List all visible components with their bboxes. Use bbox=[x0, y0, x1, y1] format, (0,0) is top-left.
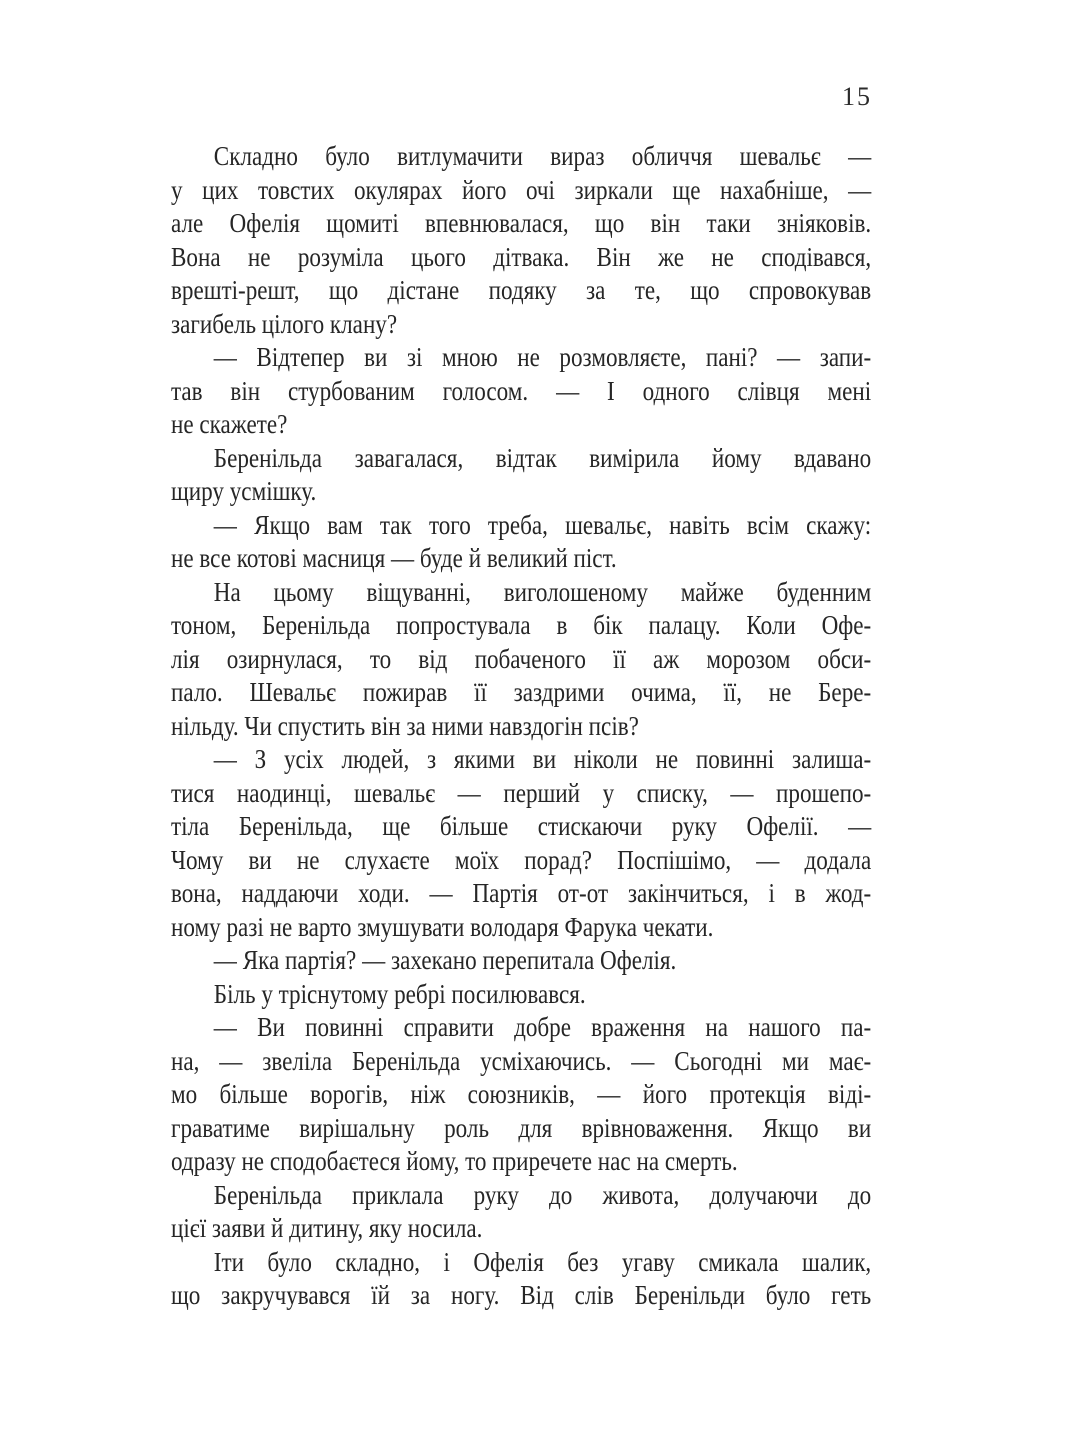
text-line: щиру усмішку. bbox=[171, 476, 317, 506]
paragraph bbox=[171, 743, 871, 944]
paragraph bbox=[171, 978, 871, 1012]
page-number: 15 bbox=[842, 82, 872, 111]
text-line: Іти було складно, і Офелія без угаву смикала шалик, bbox=[213, 1246, 872, 1277]
paragraph bbox=[171, 140, 871, 341]
text-line: одразу не сподобаєтеся йому, то приречете нас на смерть. bbox=[171, 1146, 738, 1176]
paragraph bbox=[171, 944, 871, 978]
text-line: Вона не розуміла цього дітвака. Він же не сподівався, bbox=[171, 241, 872, 272]
paragraph bbox=[171, 509, 871, 576]
text-line: — Ви повинні справити добре враження на нашого па- bbox=[213, 1012, 872, 1042]
text-line: врешті-решт, що дістане подяку за те, що спровокував bbox=[171, 275, 872, 305]
text-line: не скажете? bbox=[171, 409, 288, 439]
paragraph bbox=[171, 442, 871, 509]
text-line: Біль у тріснутому ребрі посилювався. bbox=[213, 978, 586, 1009]
text-line: не все котові масниця — буде й великий піст. bbox=[171, 543, 617, 573]
text-line: Складно було витлумачити вираз обличчя шевальє — bbox=[213, 141, 872, 171]
text-line: граватиме вирішальну роль для врівноваження. Якщо ви bbox=[171, 1112, 872, 1143]
text-line: тоном, Беренільда попростувала в бік палацу. Коли Офе- bbox=[171, 610, 872, 640]
text-line: На цьому віщуванні, виголошеному майже буденним bbox=[213, 576, 872, 607]
text-line: тав він стурбованим голосом. — І одного слівця мені bbox=[171, 375, 872, 406]
paragraph bbox=[171, 1246, 871, 1313]
text-line: Чому ви не слухаєте моїх порад? Поспішімо, — додала bbox=[171, 844, 872, 875]
text-line: нільду. Чи спустить він за ними навздогін псів? bbox=[171, 710, 639, 741]
text-line: Беренільда завагалася, відтак вимірила йому вдавано bbox=[213, 442, 872, 473]
paragraph bbox=[171, 1179, 871, 1246]
text-line: — Якщо вам так того треба, шевальє, навіть всім скажу: bbox=[213, 509, 872, 540]
text-line: у цих товстих окулярах його очі зиркали ще нахабніше, — bbox=[171, 174, 872, 205]
text-line: — Відтепер ви зі мною не розмовляєте, пані? — запи- bbox=[213, 342, 872, 372]
text-line: ному разі не варто змушувати володаря Фарука чекати. bbox=[171, 911, 714, 942]
text-line: але Офелія щомиті впевнювалася, що він таки зніяковів. bbox=[171, 208, 872, 238]
paragraph bbox=[171, 341, 871, 442]
text-line: загибель цілого клану? bbox=[171, 308, 398, 339]
text-line: лія озирнулася, то від побаченого її аж морозом обси- bbox=[171, 643, 872, 674]
text-block bbox=[171, 140, 871, 1313]
paragraph bbox=[171, 1011, 871, 1179]
paragraph bbox=[171, 576, 871, 744]
text-line: на, — звеліла Беренільда усміхаючись. — Сьогодні ми має- bbox=[171, 1045, 872, 1076]
text-line: цієї заяви й дитину, яку носила. bbox=[171, 1213, 483, 1243]
text-line: мо більше ворогів, ніж союзників, — його протекція віді- bbox=[171, 1079, 872, 1109]
text-line: Беренільда приклала руку до живота, долучаючи до bbox=[213, 1179, 872, 1210]
text-line: — З усіх людей, з якими ви ніколи не повинні залиша- bbox=[213, 744, 872, 774]
text-line: що закручувався їй за ногу. Від слів Беренільди було геть bbox=[171, 1280, 872, 1310]
text-line: тися наодинці, шевальє — перший у списку, — прошепо- bbox=[171, 777, 872, 808]
text-line: — Яка партія? — захекано перепитала Офелія. bbox=[213, 945, 677, 975]
text-line: пало. Шевальє пожирав її заздрими очима, її, не Бере- bbox=[171, 677, 872, 707]
text-line: тіла Беренільда, ще більше стискаючи руку Офелії. — bbox=[171, 811, 872, 841]
text-line: вона, наддаючи ходи. — Партія от-от закінчиться, і в жод- bbox=[171, 878, 872, 908]
